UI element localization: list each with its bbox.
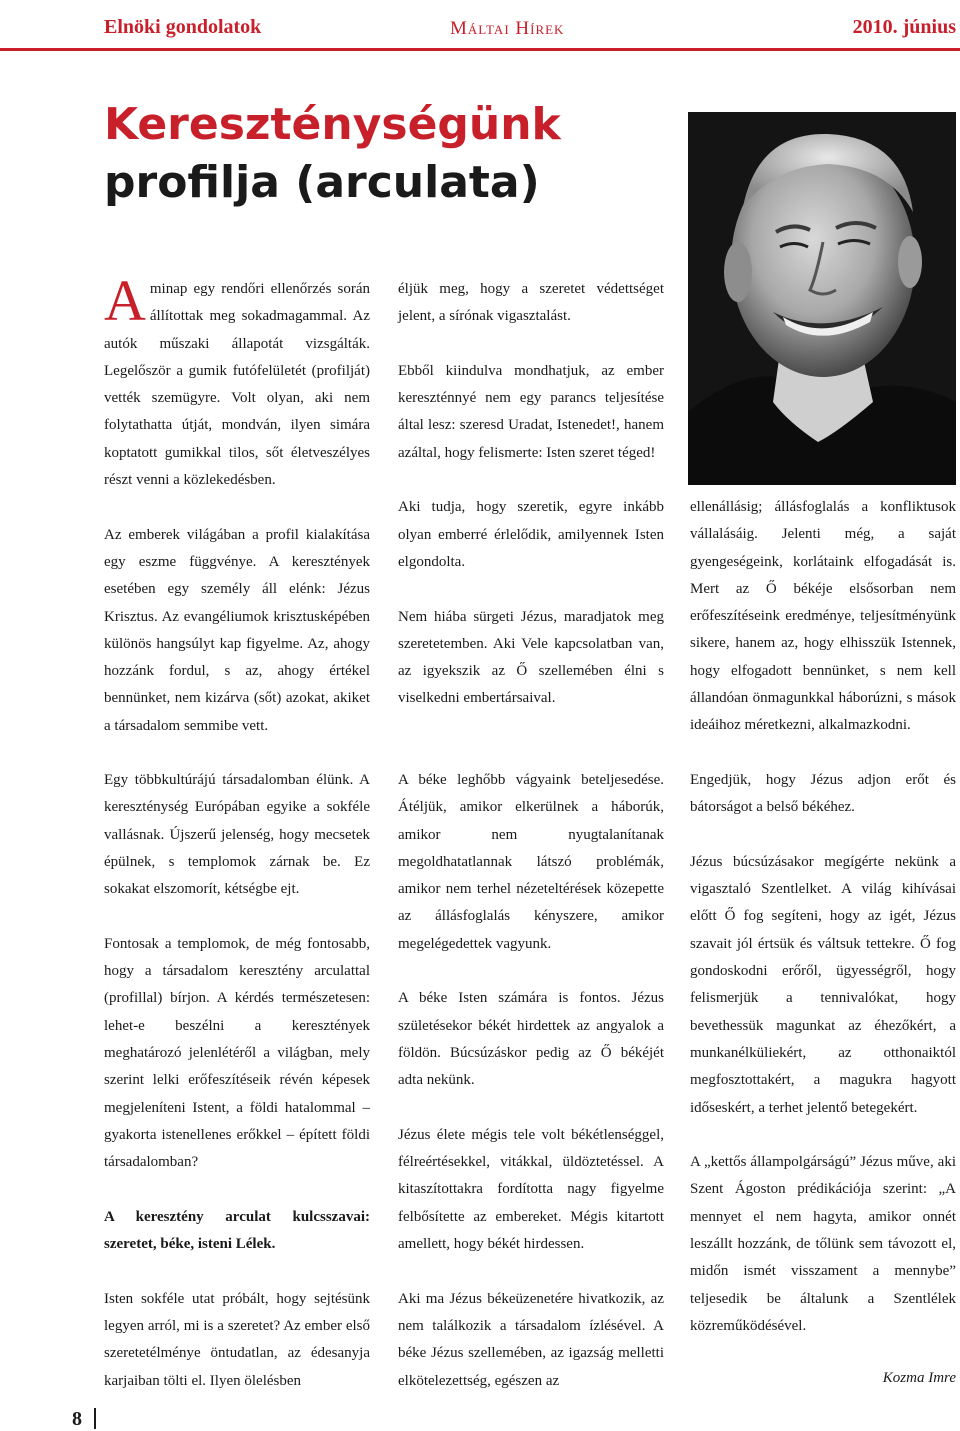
drop-cap: A	[104, 268, 146, 333]
paragraph: A „kettős állampolgárságú” Jézus műve, aki Szent Ágoston prédikációja szerint: „A mennyet el nem hagyta, amikor onnét leszállt hozzánk, de tőlünk sem távozott el, midőn ismét visszament a mennybe” teljesedik be általunk a Szentlélek közreműködésével.	[690, 1154, 956, 1334]
title-line-2: profilja (arculata)	[104, 157, 540, 208]
title-line-1: Kereszténységünk	[104, 99, 561, 150]
column-1	[104, 268, 370, 767]
publication-name: Máltai Hírek	[450, 18, 565, 39]
section-title: Elnöki gondolatok	[104, 16, 262, 38]
paragraph: éljük meg, hogy a szeretet védettséget jelent, a sírónak vigasztalást.	[398, 281, 664, 325]
key-words: A keresztény arculat kulcsszavai: szeretet, béke, isteni Lélek.	[104, 1208, 370, 1253]
paragraph-text: minap egy rendőri ellenőrzés során állítottak meg sokadmagammal. Az autók műszaki állapotát vizsgálták. Legelőször a gumik futófelületét (profilját) vették szemügyre. Volt olyan, aki nem folytathatta útját, mondván, ilyen simára koptatott gumikkal tilos, sőt életveszélyes részt venni a közlekedésben.	[104, 281, 370, 489]
portrait-illustration	[688, 112, 956, 485]
paragraph: Aki tudja, hogy szeretik, egyre inkább olyan emberré érlelődik, amilyennek Isten elgondolta.	[398, 499, 664, 570]
paragraph	[104, 1204, 370, 1259]
page-header	[104, 14, 956, 44]
paragraph: Nem hiába sürgeti Jézus, maradjatok meg szeretetemben. Aki Vele kapcsolatban van, az igyekszik az Ő szellemében élni s viselkedni embertársaival.	[398, 608, 664, 707]
paragraph: Aki ma Jézus békeüzenetére hivatkozik, az nem találkozik a társadalom ízlésével. A béke Jézus szellemében, az igazság melletti elkötelezettség, egészen az	[398, 1290, 664, 1389]
paragraph	[104, 268, 370, 494]
issue-date: 2010. június	[852, 16, 956, 38]
page-number-rule	[94, 1408, 96, 1429]
paragraph: A béke leghőbb vágyaink beteljesedése. Átéljük, amikor elkerülnek a háborúk, amikor nem nyugtalanítanak megoldhatatlannak látszó problémák, amikor nem terhel nézeteltérések közepette az állásfoglalás kényszere, amikor megelégedettek vagyunk.	[398, 772, 664, 952]
portrait-photo	[688, 112, 956, 485]
paragraph: ellenállásig; állásfoglalás a konfliktusok vállalásáig. Jelenti még, a saját gyengeségeink, korlátaink elfogadását is. Mert az Ő békéje elsősorban nem erőfeszítéseink eredménye, teljesítményünk sikere, hanem az, hogy elhisszük Istennek, hogy elfogadott bennünket, s nem kell állandóan önmagunkkal háborúzni, s mások ideáihoz méretkezni, alkalmazkodni.	[690, 499, 956, 734]
paragraph: Egy többkultúrájú társadalomban élünk. A kereszténység Európában egyike a sokféle vallásnak. Újszerű jelenség, hogy mecsetek épülnek, s templomok zárnak be. Ez sokakat elszomorít, kétségbe ejt.	[104, 772, 370, 898]
column-1-lower	[104, 767, 370, 1395]
column-2	[398, 276, 664, 740]
column-3	[690, 494, 956, 767]
paragraph: Ebből kiindulva mondhatjuk, az ember kereszténnyé nem egy parancs teljesítése által lesz: szeresd Uradat, Istenedet!, hanem azáltal, hogy felismerte: Isten szeret téged!	[398, 362, 664, 461]
paragraph: Jézus búcsúzásakor megígérte nekünk a vigasztaló Szentlelket. A világ kihívásai előtt Ő fog segíteni, hogy az igét, Jézus szavait jól értsük és váltsuk tettekre. Ő fog gondoskodni erőről, ügyességről, hogy felismerjük a tennivalókat, hogy bevethessük magunkat az éhezőkért, a munkanélküliekért, az otthonaiktól megfosztottakért, a magukra hagyott időseskért, a terhet jelentő betegekért.	[690, 853, 956, 1116]
paragraph: Isten sokféle utat próbált, hogy sejtésünk legyen arról, mi is a szeretet? Az ember első szeretetélménye öntudatlan, az édesanyja karjaiban tölti el. Ilyen ölelésben	[104, 1290, 370, 1389]
paragraph: Jézus élete mégis tele volt békétlenséggel, félreértésekkel, vitákkal, üldöztetéssel. A kitaszítottakra fordította nagy figyelme felbősítette az embereket. Mégis kitartott amellett, hogy békét hirdessen.	[398, 1126, 664, 1253]
column-2-lower	[398, 767, 664, 1395]
column-3-lower	[690, 767, 956, 1340]
paragraph: Az emberek világában a profil kialakítása egy eszme függvénye. A keresztények esetében egy személy áll elénk: Jézus Krisztus. Az evangéliumok krisztusképében különös hangsúlyt kap figyelme. Az, ahogy hozzánk fordul, s az, ahogy értékel bennünket, nem kizárva (sőt) azokat, akiket a társadalom semmibe vett.	[104, 526, 370, 734]
article-title	[104, 96, 664, 212]
paragraph: A béke Isten számára is fontos. Jézus születésekor békét hirdettek az angyalok a földön. Búcsúzáskor pedig az Ő békéjét adta nekünk.	[398, 990, 664, 1089]
page-number: 8	[72, 1408, 82, 1430]
paragraph: Fontosak a templomok, de még fontosabb, hogy a társadalom keresztény arculattal (profillal) bírjon. A kérdés természetesen: lehet-e beszélni a keresztények meghatározó jelenlétéről a világban, mely szerint lelki erőfeszítéseik révén képesek megjeleníteni Istent, a földi hatalommal – gyakorta istenellenes erőkkel – épített földi társadalomban?	[104, 935, 370, 1171]
paragraph: Engedjük, hogy Jézus adjon erőt és bátorságot a belső békéhez.	[690, 772, 956, 816]
author-signature: Kozma Imre	[882, 1370, 956, 1386]
header-rule	[0, 48, 960, 51]
